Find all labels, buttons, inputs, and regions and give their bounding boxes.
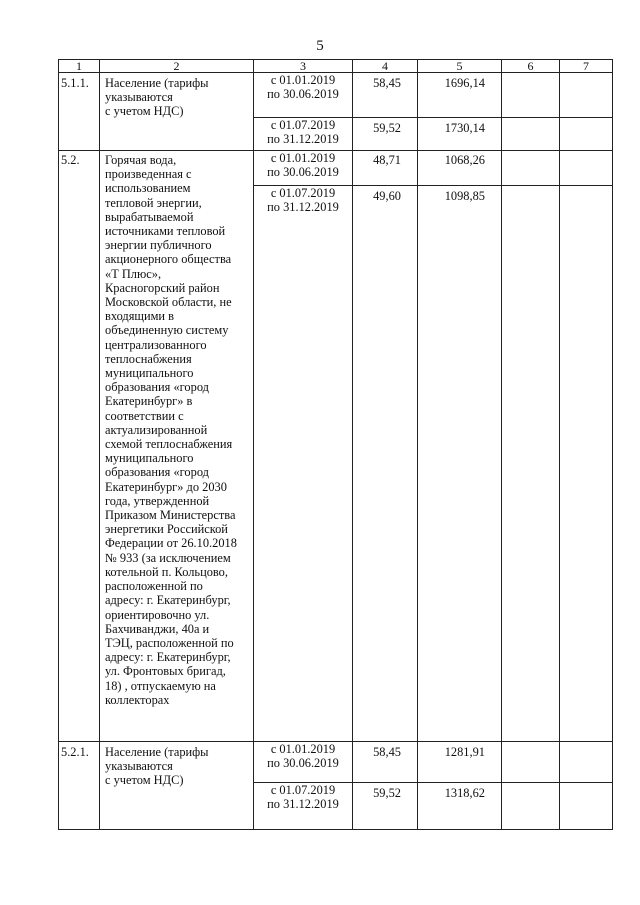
description-line: с учетом НДС) (105, 104, 184, 119)
description-line: соответствии с (105, 408, 184, 423)
description-line: акционерного общества (105, 252, 232, 267)
col-header-5: 5 (418, 60, 502, 73)
description-line: адресу: г. Екатеринбург, (105, 593, 231, 608)
period-cell (254, 742, 353, 783)
period-from: с 01.07.2019 (270, 783, 336, 797)
period-to: по 30.06.2019 (267, 87, 339, 102)
col-header-1: 1 (59, 60, 100, 73)
period-from: с 01.07.2019 (270, 118, 336, 132)
description-line: схемой теплоснабжения (105, 437, 233, 452)
page-number: 5 (316, 38, 324, 54)
value-col-6 (502, 118, 560, 151)
table-row (59, 151, 613, 186)
description-line: Бахчиванджи, 40а и (105, 621, 210, 636)
period-from: с 01.07.2019 (270, 186, 336, 200)
period-to: по 31.12.2019 (267, 200, 339, 215)
value-col-4: 48,71 (353, 151, 418, 186)
period-from: с 01.01.2019 (270, 73, 336, 87)
description-line: энергии публичного (105, 238, 212, 253)
description-line: образования «город (105, 380, 209, 395)
table-row (59, 742, 613, 783)
value-col-5: 1281,91 (418, 742, 502, 783)
period-from: с 01.01.2019 (270, 151, 336, 165)
description-line: источниками тепловой (105, 224, 226, 239)
description-line: 18) , отпускаемую на (105, 678, 216, 693)
value-col-6 (502, 73, 560, 118)
description-line: коллекторах (105, 692, 170, 707)
value-col-7 (560, 151, 613, 186)
value-col-7 (560, 783, 613, 830)
period-to: по 31.12.2019 (267, 797, 339, 812)
description-line: теплоснабжения (105, 351, 192, 366)
value-col-4: 49,60 (353, 186, 418, 742)
description-line: тепловой энергии, (105, 195, 202, 210)
description-line: «Т Плюс», (105, 266, 162, 281)
description-line: Екатеринбург» до 2030 (105, 479, 227, 494)
period-cell (254, 118, 353, 151)
description-line: энергетики Российской (105, 522, 228, 537)
description-line: произведенная с (105, 167, 192, 182)
description-line: Екатеринбург» в (105, 394, 193, 409)
description-line: с учетом НДС) (105, 773, 184, 788)
description-line: № 933 (за исключением (105, 550, 231, 565)
description-line: актуализированной (105, 422, 208, 437)
description-line: указываются (105, 759, 173, 774)
description-line: использованием (105, 181, 191, 196)
description-line: Население (тарифы (105, 76, 209, 90)
description-line: расположенной по (105, 579, 203, 594)
description-line: Московской области, не (105, 295, 232, 310)
description-line: ориентировочно ул. (105, 607, 210, 622)
value-col-4: 59,52 (353, 118, 418, 151)
value-col-5: 1098,85 (418, 186, 502, 742)
col-header-4: 4 (353, 60, 418, 73)
row-description (100, 742, 254, 830)
period-to: по 30.06.2019 (267, 756, 339, 771)
col-header-3: 3 (254, 60, 353, 73)
description-line: муниципального (105, 366, 194, 381)
description-line: образования «город (105, 465, 209, 480)
description-line: указываются (105, 90, 173, 105)
value-col-5: 1318,62 (418, 783, 502, 830)
value-col-7 (560, 186, 613, 742)
description-line: Красногорский район (105, 280, 220, 295)
value-col-7 (560, 742, 613, 783)
table-row (59, 73, 613, 118)
description-line: Федерации от 26.10.2018 (105, 536, 237, 551)
row-number: 5.2. (59, 151, 100, 742)
description-line: вырабатываемой (105, 209, 194, 224)
period-cell (254, 73, 353, 118)
value-col-6 (502, 151, 560, 186)
value-col-5: 1730,14 (418, 118, 502, 151)
row-description (100, 73, 254, 151)
description-line: Приказом Министерства (105, 508, 236, 523)
description-line: входящими в (105, 309, 175, 324)
description-line: муниципального (105, 451, 194, 466)
period-to: по 31.12.2019 (267, 132, 339, 147)
description-line: ТЭЦ, расположенной по (105, 635, 234, 650)
description-line: ул. Фронтовых бригад, (105, 664, 226, 679)
value-col-6 (502, 742, 560, 783)
value-col-7 (560, 73, 613, 118)
col-header-6: 6 (502, 60, 560, 73)
description-line: Горячая вода, (105, 153, 177, 167)
value-col-4: 59,52 (353, 783, 418, 830)
col-header-2: 2 (100, 60, 254, 73)
value-col-6 (502, 783, 560, 830)
description-line: централизованного (105, 337, 207, 352)
col-header-7: 7 (560, 60, 613, 73)
period-cell (254, 151, 353, 186)
value-col-6 (502, 186, 560, 742)
period-from: с 01.01.2019 (270, 742, 336, 756)
description-line: адресу: г. Екатеринбург, (105, 650, 231, 665)
description-line: котельной п. Кольцово, (105, 564, 228, 579)
value-col-5: 1696,14 (418, 73, 502, 118)
period-cell (254, 186, 353, 742)
period-to: по 30.06.2019 (267, 165, 339, 180)
value-col-5: 1068,26 (418, 151, 502, 186)
value-col-4: 58,45 (353, 742, 418, 783)
row-description (100, 151, 254, 742)
period-cell (254, 783, 353, 830)
row-number: 5.1.1. (59, 73, 100, 151)
description-line: Население (тарифы (105, 745, 209, 759)
tariff-table (58, 59, 613, 830)
description-line: года, утвержденной (105, 493, 210, 508)
description-line: объединенную систему (105, 323, 229, 338)
value-col-4: 58,45 (353, 73, 418, 118)
row-number: 5.2.1. (59, 742, 100, 830)
value-col-7 (560, 118, 613, 151)
header-row (59, 60, 613, 73)
